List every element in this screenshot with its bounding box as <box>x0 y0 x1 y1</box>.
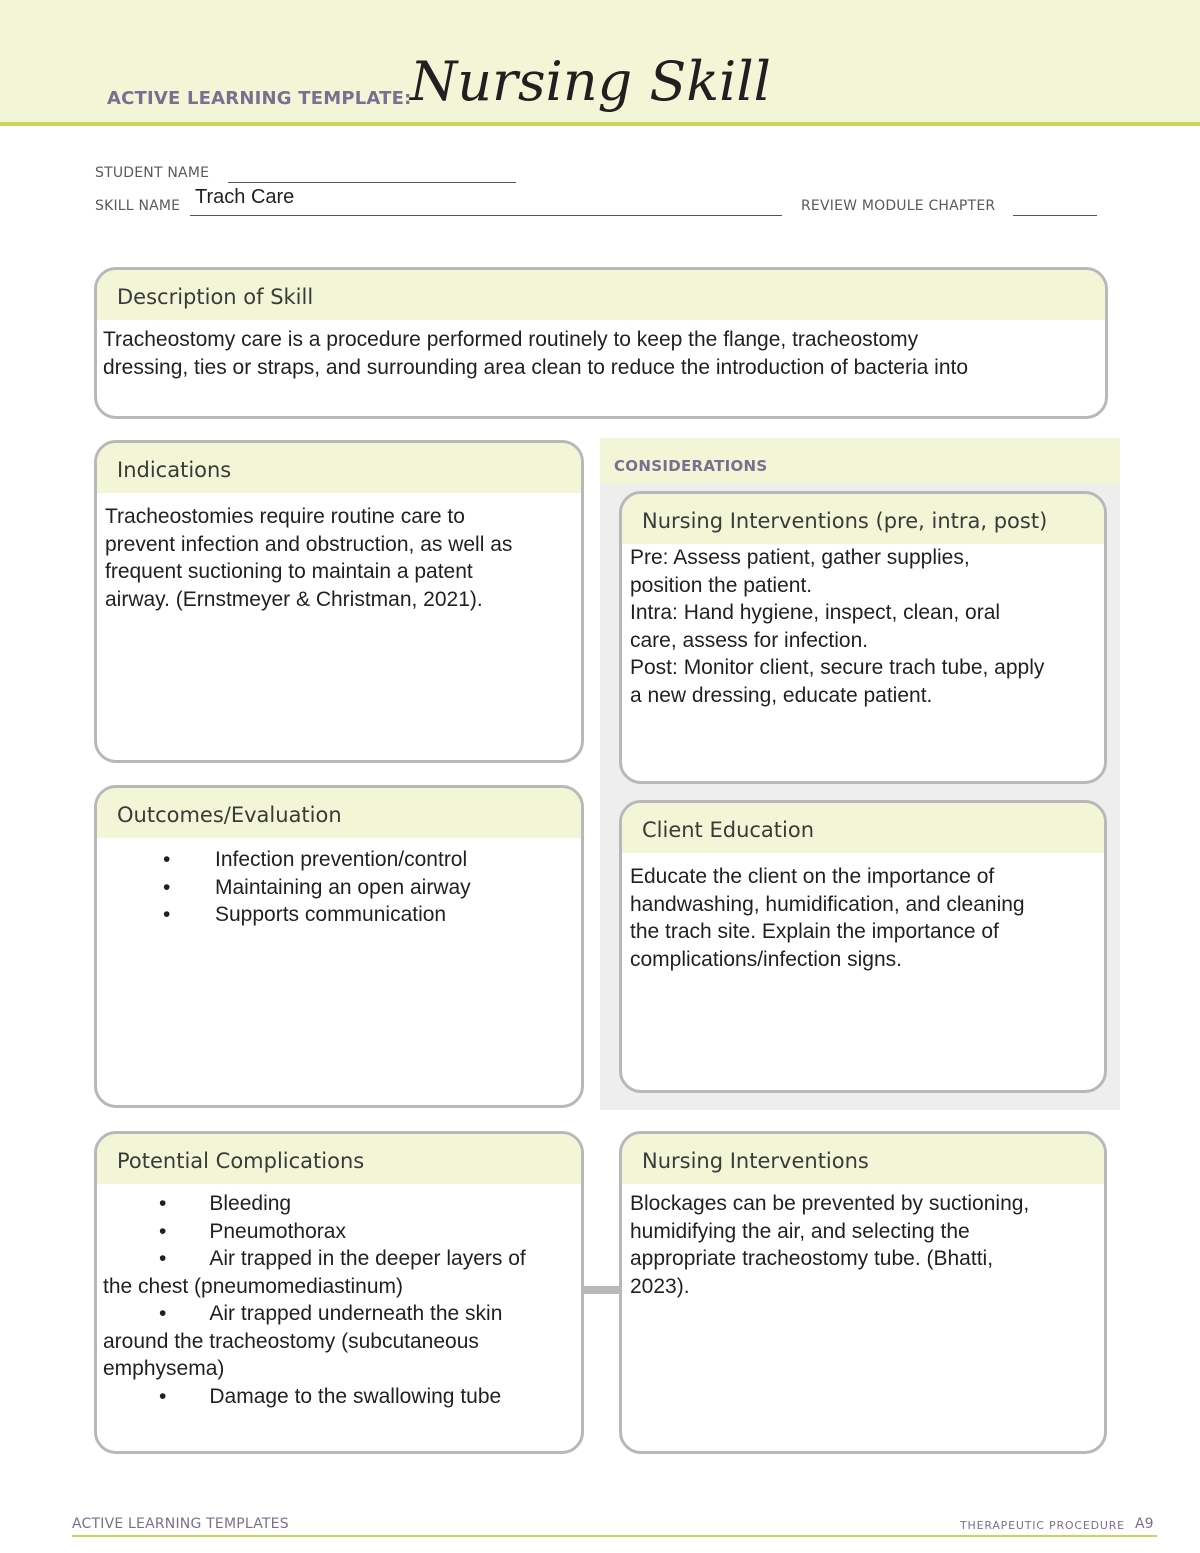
indications-box <box>94 440 584 763</box>
indications-line: Tracheostomies require routine care to <box>105 505 465 528</box>
nursing-interventions-ppp-box <box>619 491 1107 784</box>
client-education-body <box>622 853 1104 973</box>
template-label: ACTIVE LEARNING TEMPLATE: <box>107 88 412 109</box>
indications-line: prevent infection and obstruction, as well as <box>105 532 513 556</box>
footer-rule <box>72 1535 1157 1537</box>
indications-body <box>97 493 581 613</box>
outcomes-box <box>94 785 584 1108</box>
review-module-label: REVIEW MODULE CHAPTER <box>801 198 996 214</box>
review-module-field[interactable] <box>1013 215 1097 216</box>
nursing-interventions-heading: Nursing Interventions <box>622 1134 1104 1184</box>
nursing-interventions-line: 2023). <box>630 1274 690 1298</box>
complication-text: Air trapped in the deeper layers of <box>209 1247 526 1270</box>
nursing-interventions-ppp-line: Post: Monitor client, secure trach tube, apply <box>630 656 1045 679</box>
nursing-interventions-ppp-line: Intra: Hand hygiene, inspect, clean, oral <box>630 601 1001 624</box>
complication-item <box>103 1190 573 1218</box>
client-education-heading: Client Education <box>622 803 1104 853</box>
bullet: • <box>159 1384 167 1408</box>
bullet: • <box>159 1219 167 1243</box>
nursing-interventions-ppp-heading: Nursing Interventions (pre, intra, post) <box>622 494 1104 544</box>
description-line: dressing, ties or straps, and surrounding area clean to reduce the introduction of bacteria into <box>103 355 969 379</box>
skill-name-field[interactable] <box>190 215 782 216</box>
nursing-interventions-ppp-line: a new dressing, educate patient. <box>630 683 933 707</box>
student-name-label: STUDENT NAME <box>95 165 210 181</box>
indications-line: airway. (Ernstmeyer & Christman, 2021). <box>105 587 483 611</box>
page-number: A9 <box>1135 1516 1154 1532</box>
outcome-item <box>105 846 573 874</box>
complication-item <box>103 1300 573 1383</box>
skill-name-label: SKILL NAME <box>95 198 181 214</box>
outcome-text: Supports communication <box>215 903 447 926</box>
outcome-item <box>105 901 573 929</box>
outcomes-body <box>97 838 581 929</box>
bullet: • <box>159 1302 167 1325</box>
footer-left: ACTIVE LEARNING TEMPLATES <box>72 1516 289 1532</box>
bullet: • <box>163 903 171 926</box>
client-education-line: the trach site. Explain the importance of <box>630 920 999 943</box>
outcomes-heading: Outcomes/Evaluation <box>97 788 581 838</box>
description-box <box>94 267 1108 419</box>
header-rule <box>0 122 1200 126</box>
complication-text: Bleeding <box>209 1192 292 1215</box>
complication-text: Air trapped underneath the skin <box>209 1302 503 1325</box>
description-heading: Description of Skill <box>97 270 1105 320</box>
nursing-interventions-ppp-line: care, assess for infection. <box>630 628 869 652</box>
complication-text: Pneumothorax <box>209 1219 346 1243</box>
complications-box <box>94 1131 584 1454</box>
indications-line: frequent suctioning to maintain a patent <box>105 560 473 583</box>
bullet: • <box>163 848 171 871</box>
client-education-line: Educate the client on the importance of <box>630 865 995 888</box>
skill-name-value: Trach Care <box>195 186 295 208</box>
complication-item <box>103 1218 573 1246</box>
complication-continued: around the tracheostomy (subcutaneous emphysema) <box>103 1329 479 1380</box>
outcome-text: Maintaining an open airway <box>215 875 471 899</box>
complication-item <box>103 1245 573 1300</box>
description-line: Tracheostomy care is a procedure performed routinely to keep the flange, tracheostomy <box>103 328 919 351</box>
bullet: • <box>159 1192 167 1215</box>
connector-bar <box>581 1286 621 1294</box>
outcome-item <box>105 874 573 902</box>
considerations-label: CONSIDERATIONS <box>614 457 768 475</box>
nursing-interventions-body <box>622 1184 1104 1300</box>
nursing-interventions-ppp-line: Pre: Assess patient, gather supplies, <box>630 546 970 569</box>
client-education-box <box>619 800 1107 1093</box>
page-title: Nursing Skill <box>410 50 771 113</box>
complication-item <box>103 1383 573 1411</box>
nursing-interventions-line: appropriate tracheostomy tube. (Bhatti, <box>630 1247 994 1270</box>
description-body <box>97 320 1105 381</box>
bullet: • <box>159 1247 167 1270</box>
bullet: • <box>163 875 171 899</box>
outcome-text: Infection prevention/control <box>215 848 468 871</box>
client-education-line: complications/infection signs. <box>630 947 902 971</box>
indications-heading: Indications <box>97 443 581 493</box>
complication-text: Damage to the swallowing tube <box>209 1384 502 1408</box>
complications-body <box>97 1184 581 1410</box>
student-name-field[interactable] <box>228 182 516 183</box>
nursing-interventions-line: humidifying the air, and selecting the <box>630 1219 970 1243</box>
nursing-interventions-ppp-line: position the patient. <box>630 573 813 597</box>
nursing-interventions-box <box>619 1131 1107 1454</box>
complications-heading: Potential Complications <box>97 1134 581 1184</box>
footer-right: THERAPEUTIC PROCEDURE <box>960 1519 1125 1532</box>
complication-continued: the chest (pneumomediastinum) <box>103 1274 403 1298</box>
nursing-interventions-ppp-body <box>622 544 1104 709</box>
client-education-line: handwashing, humidification, and cleaning <box>630 892 1025 916</box>
nursing-interventions-line: Blockages can be prevented by suctioning, <box>630 1192 1030 1215</box>
